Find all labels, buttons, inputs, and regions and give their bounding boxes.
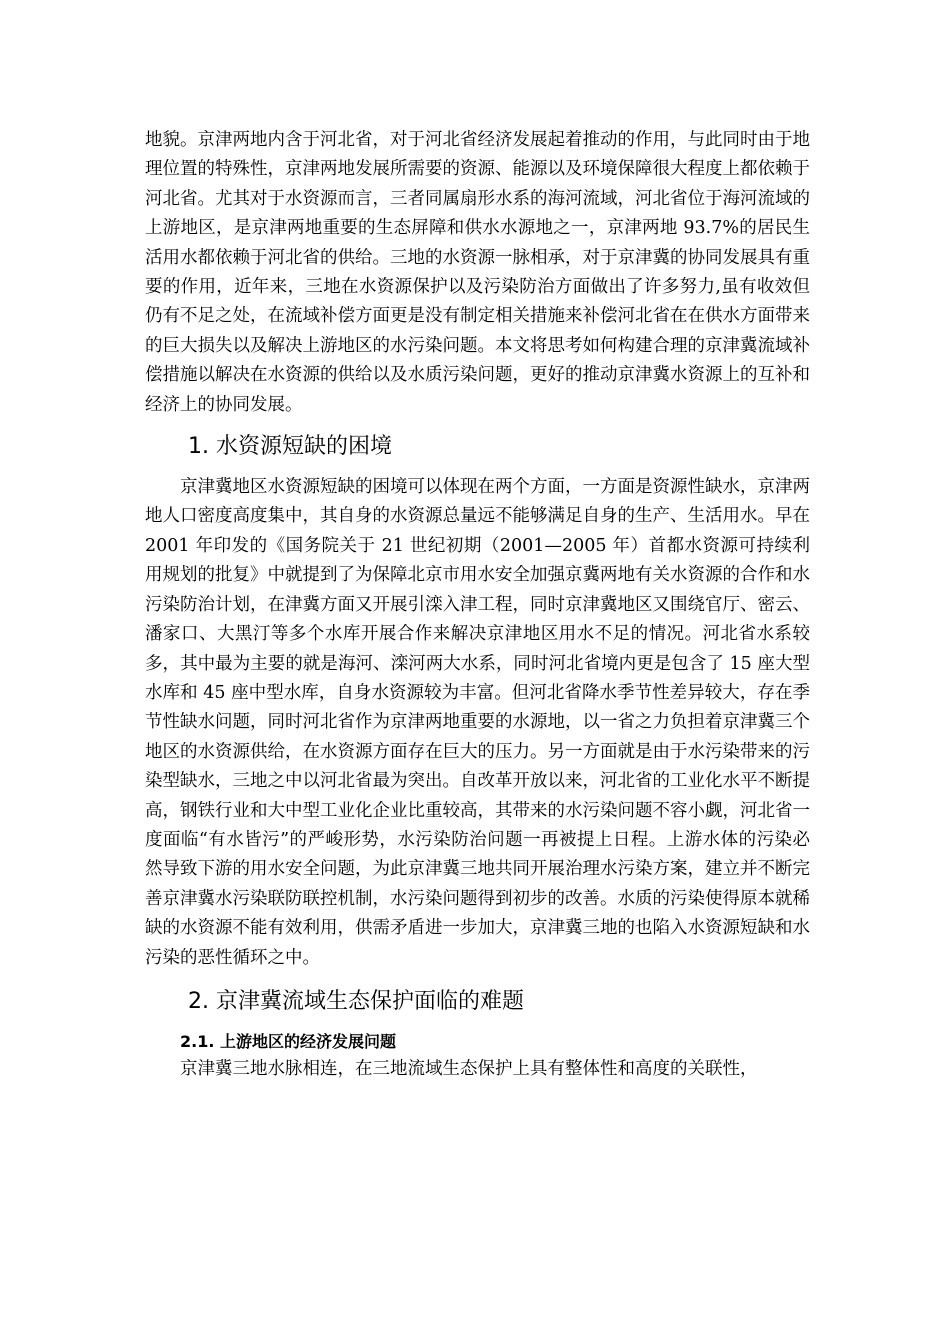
- section-2-1-heading: 2.1. 上游地区的经济发展问题: [180, 1031, 396, 1051]
- section-2-heading: 2. 京津冀流域生态保护面临的难题: [188, 988, 524, 1014]
- document-body: [145, 126, 810, 1084]
- section-2-1-paragraph: 京津冀三地水脉相连，在三地流域生态保护上具有整体性和高度的关联性，: [180, 1058, 758, 1079]
- intro-paragraph: 地貌。京津两地内含于河北省，对于河北省经济发展起着推动的作用，与此同时由于地理位置的特殊性，京津两地发展所需要的资源、能源以及环境保障很大程度上都依赖于河北省。尤其对于水资源而言，三者同属扇形水系的海河流域，河北省位于海河流域的上游地区，是京津两地重要的生态屏障和供水水源地之一，京津两地 93.7%的居民生活用水都依赖于河北省的供给。三地的水资源一脉相承，对于京津冀的协同发展具有重要的作用，近年来，三地在水资源保护以及污染防治方面做出了许多努力,虽有收效但仍有不足之处，在流域补偿方面更是没有制定相关措施来补偿河北省在在供水方面带来的巨大损失以及解决上游地区的水污染问题。本文将思考如何构建合理的京津冀流域补偿措施以解决在水资源的供给以及水质污染问题，更好的推动京津冀水资源上的互补和经济上的协同发展。: [145, 130, 810, 415]
- section-1-paragraph: 京津冀地区水资源短缺的困境可以体现在两个方面，一方面是资源性缺水，京津两地人口密度高度集中，其自身的水资源总量远不能够满足自身的生产、生活用水。早在 2001 年印发的《国务院关于 21 世纪初期（2001—2005 年）首都水资源可持续利用规划的批复》中就提到了为保障北京市用水安全加强京冀两地有关水资源的合作和水污染防治计划，在津冀方面又开展引滦入津工程，同时京津冀地区又围绕官厅、密云、潘家口、大黑汀等多个水库开展合作来解决京津地区用水不足的情况。河北省水系较多，其中最为主要的就是海河、滦河两大水系，同时河北省境内更是包含了 15 座大型水库和 45 座中型水库，自身水资源较为丰富。但河北省降水季节性差异较大，存在季节性缺水问题，同时河北省作为京津两地重要的水源地，以一省之力负担着京津冀三个地区的水资源供给，在水资源方面存在巨大的压力。另一方面就是由于水污染带来的污染型缺水，三地之中以河北省最为突出。自改革开放以来，河北省的工业化水平不断提高，钢铁行业和大中型工业化企业比重较高，其带来的水污染问题不容小觑，河北省一度面临“有水皆污”的严峻形势，水污染防治问题一再被提上日程。上游水体的污染必然导致下游的用水安全问题，为此京津冀三地共同开展治理水污染方案，建立并不断完善京津冀水污染联防联控机制，水污染问题得到初步的改善。水质的污染使得原本就稀缺的水资源不能有效利用，供需矛盾进一步加大，京津冀三地的也陷入水资源短缺和水污染的恶性循环之中。: [145, 477, 810, 968]
- section-1-heading: 1. 水资源短缺的困境: [188, 434, 392, 460]
